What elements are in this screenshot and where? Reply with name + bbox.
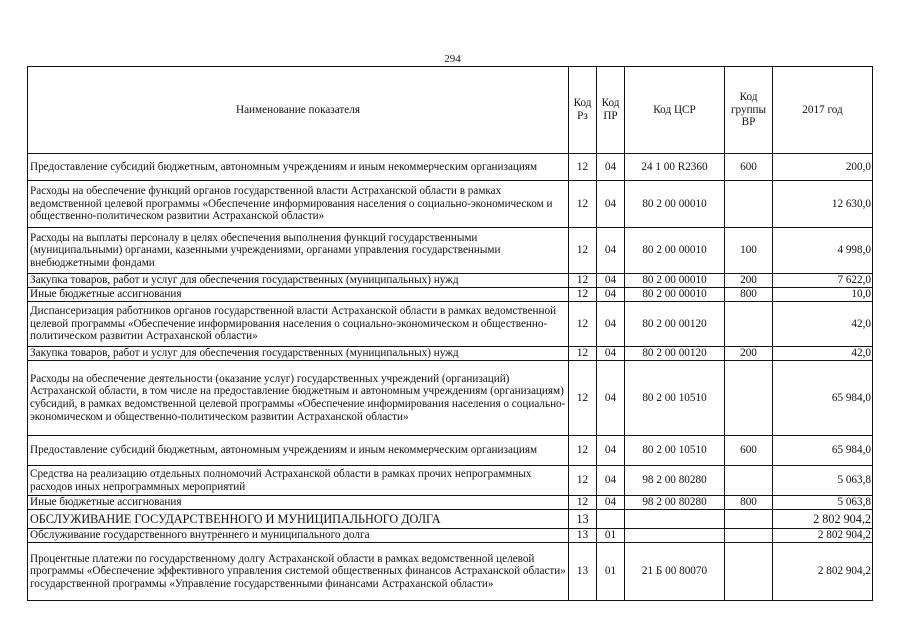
row-rz: 12 <box>569 496 597 510</box>
row-pr: 04 <box>597 361 625 436</box>
row-name: Расходы на обеспечение деятельности (оказание услуг) государственных учреждений (организаций) Астраханской области, в том числе на предоставление бюджетным и автономным учреждениям (организациям) субсидий, в рамках ведомственной целевой программы «Обеспечение информирования населения о социально-экономическом и общественно-политическом развитии Астраханской области» <box>28 361 569 436</box>
table-row <box>28 529 873 543</box>
row-csr <box>625 529 725 543</box>
table-row <box>28 302 873 347</box>
row-amount: 10,0 <box>773 288 873 302</box>
row-rz: 12 <box>569 466 597 496</box>
row-rz: 12 <box>569 347 597 361</box>
row-name: Предоставление субсидий бюджетным, автономным учреждениям и иным некоммерческим организациям <box>28 154 569 181</box>
row-name: Обслуживание государственного внутреннего и муниципального долга <box>28 529 569 543</box>
row-rz: 12 <box>569 302 597 347</box>
row-rz: 12 <box>569 154 597 181</box>
row-amount: 7 622,0 <box>773 274 873 288</box>
header-pr: Код ПР <box>597 67 625 154</box>
row-name: Диспансеризация работников органов государственной власти Астраханской области в рамках ведомственной целевой программы «Обеспечение информирования населения о социально-экономическом и общественно-политическом развитии Астраханской области» <box>28 302 569 347</box>
row-vr: 200 <box>725 274 773 288</box>
row-name: Предоставление субсидий бюджетным, автономным учреждениям и иным некоммерческим организациям <box>28 436 569 466</box>
row-rz: 12 <box>569 361 597 436</box>
row-csr: 98 2 00 80280 <box>625 496 725 510</box>
row-vr <box>725 510 773 529</box>
budget-table <box>27 66 873 601</box>
table-row <box>28 543 873 601</box>
row-vr: 600 <box>725 154 773 181</box>
row-name: Иные бюджетные ассигнования <box>28 288 569 302</box>
row-amount: 12 630,0 <box>773 181 873 228</box>
row-pr: 04 <box>597 288 625 302</box>
row-csr: 80 2 00 00010 <box>625 228 725 274</box>
row-csr: 24 1 00 R2360 <box>625 154 725 181</box>
row-pr <box>597 510 625 529</box>
row-name: Расходы на выплаты персоналу в целях обеспечения выполнения функций государственными (муниципальными) органами, казенными учреждениями, органами управления государственными внебюджетными фондами <box>28 228 569 274</box>
table-row <box>28 228 873 274</box>
row-rz: 13 <box>569 510 597 529</box>
table-row <box>28 510 873 529</box>
row-name: Процентные платежи по государственному долгу Астраханской области в рамках ведомственной целевой программы «Обеспечение эффективного управления системой общественных финансов Астраханской области» государственной программы «Управление государственными финансами Астраханской области» <box>28 543 569 601</box>
row-pr: 04 <box>597 436 625 466</box>
header-csr: Код ЦСР <box>625 67 725 154</box>
table-body <box>28 154 873 601</box>
row-amount: 4 998,0 <box>773 228 873 274</box>
row-amount: 200,0 <box>773 154 873 181</box>
table-row <box>28 466 873 496</box>
table-row <box>28 154 873 181</box>
row-csr: 21 Б 00 80070 <box>625 543 725 601</box>
header-rz: Код Рз <box>569 67 597 154</box>
page-number: 294 <box>444 53 461 65</box>
row-vr: 100 <box>725 228 773 274</box>
row-rz: 12 <box>569 228 597 274</box>
header-vr: Код группы ВР <box>725 67 773 154</box>
row-pr: 04 <box>597 274 625 288</box>
row-pr: 01 <box>597 543 625 601</box>
header-year: 2017 год <box>773 67 873 154</box>
row-rz: 13 <box>569 543 597 601</box>
row-pr: 04 <box>597 302 625 347</box>
row-pr: 04 <box>597 496 625 510</box>
row-vr <box>725 529 773 543</box>
row-csr <box>625 510 725 529</box>
row-rz: 12 <box>569 288 597 302</box>
row-amount: 42,0 <box>773 347 873 361</box>
row-rz: 12 <box>569 436 597 466</box>
table-row <box>28 288 873 302</box>
table-header-row <box>28 67 873 154</box>
row-amount: 5 063,8 <box>773 466 873 496</box>
table-row <box>28 274 873 288</box>
row-name: Закупка товаров, работ и услуг для обеспечения государственных (муниципальных) нужд <box>28 274 569 288</box>
row-vr <box>725 302 773 347</box>
row-pr: 01 <box>597 529 625 543</box>
row-amount: 65 984,0 <box>773 361 873 436</box>
row-name: Расходы на обеспечение функций органов государственной власти Астраханской области в рамках ведомственной целевой программы «Обеспечение информирования населения о социально-экономическом и общественно-политическом развитии Астраханской области» <box>28 181 569 228</box>
row-name: ОБСЛУЖИВАНИЕ ГОСУДАРСТВЕННОГО И МУНИЦИПАЛЬНОГО ДОЛГА <box>28 510 569 529</box>
row-csr: 80 2 00 10510 <box>625 361 725 436</box>
row-name: Закупка товаров, работ и услуг для обеспечения государственных (муниципальных) нужд <box>28 347 569 361</box>
row-amount: 65 984,0 <box>773 436 873 466</box>
table-row <box>28 361 873 436</box>
row-vr: 800 <box>725 288 773 302</box>
row-amount: 42,0 <box>773 302 873 347</box>
row-pr: 04 <box>597 181 625 228</box>
row-vr: 800 <box>725 496 773 510</box>
row-rz: 12 <box>569 181 597 228</box>
row-vr <box>725 543 773 601</box>
row-csr: 80 2 00 00010 <box>625 181 725 228</box>
table-row <box>28 347 873 361</box>
row-amount: 2 802 904,2 <box>773 510 873 529</box>
row-vr: 200 <box>725 347 773 361</box>
row-vr <box>725 181 773 228</box>
row-vr <box>725 466 773 496</box>
row-name: Иные бюджетные ассигнования <box>28 496 569 510</box>
row-csr: 80 2 00 00010 <box>625 274 725 288</box>
row-csr: 80 2 00 10510 <box>625 436 725 466</box>
row-csr: 80 2 00 00010 <box>625 288 725 302</box>
row-amount: 2 802 904,2 <box>773 529 873 543</box>
table-row <box>28 436 873 466</box>
row-pr: 04 <box>597 347 625 361</box>
table-row <box>28 181 873 228</box>
row-vr: 600 <box>725 436 773 466</box>
row-csr: 80 2 00 00120 <box>625 347 725 361</box>
row-pr: 04 <box>597 466 625 496</box>
row-csr: 80 2 00 00120 <box>625 302 725 347</box>
row-pr: 04 <box>597 154 625 181</box>
row-vr <box>725 361 773 436</box>
row-rz: 12 <box>569 274 597 288</box>
row-amount: 5 063,8 <box>773 496 873 510</box>
row-csr: 98 2 00 80280 <box>625 466 725 496</box>
row-name: Средства на реализацию отдельных полномочий Астраханской области в рамках прочих непрограммных расходов иных непрограммных мероприятий <box>28 466 569 496</box>
table-row <box>28 496 873 510</box>
row-amount: 2 802 904,2 <box>773 543 873 601</box>
header-name: Наименование показателя <box>28 67 569 154</box>
row-pr: 04 <box>597 228 625 274</box>
row-rz: 13 <box>569 529 597 543</box>
